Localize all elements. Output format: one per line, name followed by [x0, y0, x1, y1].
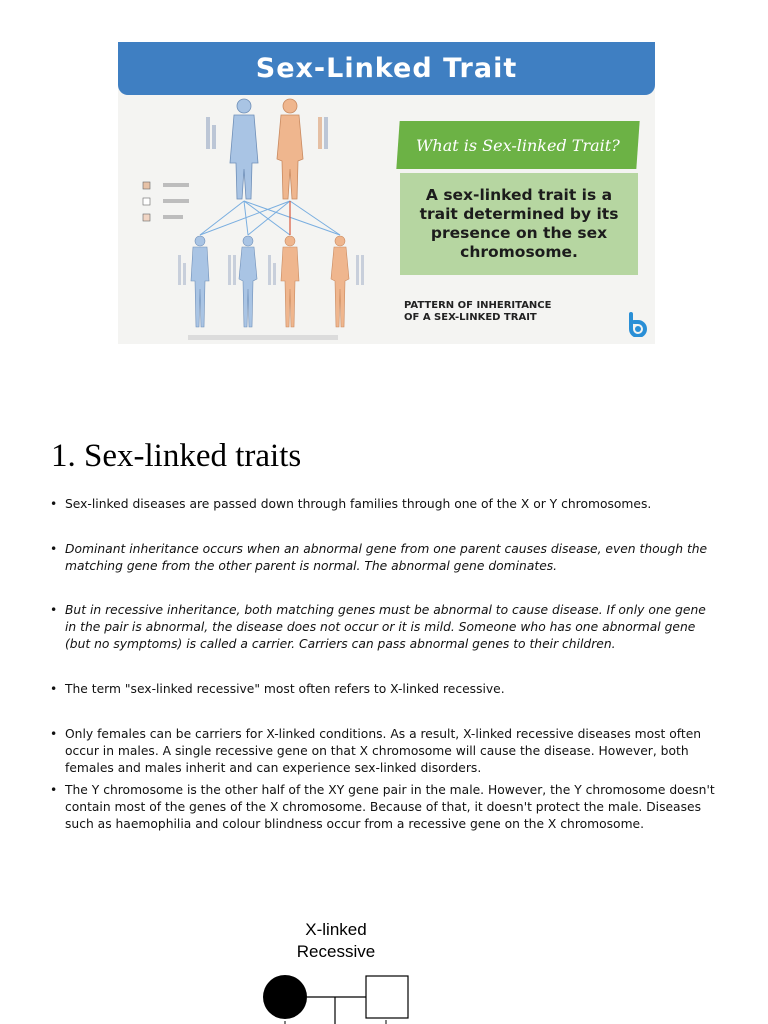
- question-text: What is Sex-linked Trait?: [416, 135, 620, 155]
- definition-box: [400, 173, 638, 275]
- diagram-legend: [143, 182, 189, 221]
- infographic-header: [118, 42, 655, 95]
- bullet-item: [49, 782, 719, 833]
- mother-figure: [277, 99, 303, 199]
- question-banner: [396, 121, 639, 169]
- bullet-text: Dominant inheritance occurs when an abnormal gene from one parent causes disease, even though the matching gene from the other parent is normal. The abnormal gene dominates.: [65, 542, 708, 573]
- father-figure: [230, 99, 258, 199]
- child-figure: [191, 236, 209, 327]
- bullet-item: [49, 496, 719, 513]
- bullet-text: Only females can be carriers for X-linked conditions. As a result, X-linked recessive diseases most often occur in males. A single recessive gene on that X chromosome will cause the disease. However, both females and males inherit and can experience sex-linked disorders.: [65, 727, 702, 775]
- affected-female-symbol: [263, 975, 307, 1019]
- child-figure: [331, 236, 349, 327]
- bullet-item: [49, 681, 719, 698]
- definition-text: A sex-linked trait is a trait determined by its presence on the sex chromosome.: [419, 186, 619, 261]
- inheritance-lines: [200, 201, 340, 235]
- pattern-caption: [404, 300, 604, 324]
- diagram-credit-strip: [188, 335, 338, 340]
- bullet-dot-icon: •: [50, 603, 58, 617]
- pedigree-title-line-1: X-linked: [305, 920, 367, 939]
- bullet-dot-icon: •: [50, 542, 58, 556]
- bullet-item: [49, 602, 719, 653]
- inheritance-diagram: [118, 95, 393, 344]
- section-heading: 1. Sex-linked traits: [51, 438, 302, 474]
- bullet-text: Sex-linked diseases are passed down through families through one of the X or Y chromosomes.: [65, 497, 652, 511]
- bullet-text: The term "sex-linked recessive" most often refers to X-linked recessive.: [65, 682, 505, 696]
- parent-chromosome: [324, 117, 328, 149]
- brand-logo-icon: [623, 311, 649, 337]
- parent-chromosome: [212, 125, 216, 149]
- bullet-text: But in recessive inheritance, both matching genes must be abnormal to cause disease. If only one gene in the pair is abnormal, the disease does not occur or it is mild. Someone who has one abnormal gene (but no symptoms) is called a carrier. Carriers can pass abnormal genes to their children.: [65, 603, 706, 651]
- sex-linked-trait-infographic: [118, 42, 655, 344]
- pedigree-chart: [258, 968, 418, 1024]
- parent-chromosome: [318, 117, 322, 149]
- bullet-item: [49, 726, 719, 777]
- bullet-dot-icon: •: [50, 682, 58, 696]
- pedigree-title-line-2: Recessive: [296, 942, 376, 961]
- caption-line-2: OF A SEX-LINKED TRAIT: [404, 312, 537, 323]
- child-figure: [239, 236, 257, 327]
- bullet-dot-icon: •: [50, 497, 58, 511]
- caption-line-1: PATTERN OF INHERITANCE: [404, 300, 552, 311]
- bullet-dot-icon: •: [50, 783, 58, 797]
- parent-chromosome: [206, 117, 210, 149]
- child-figure: [281, 236, 299, 327]
- bullet-item: [49, 541, 719, 575]
- infographic-title: Sex-Linked Trait: [255, 53, 518, 84]
- bullet-text: The Y chromosome is the other half of the XY gene pair in the male. However, the Y chromosome doesn't contain most of the genes of the X chromosome. Because of that, it doesn't protect the male. Diseases such as haemophilia and colour blindness occur from a recessive gene on the X chromosome.: [65, 783, 715, 831]
- pedigree-title: [280, 919, 392, 963]
- unaffected-male-symbol: [366, 976, 408, 1018]
- bullet-dot-icon: •: [50, 727, 58, 741]
